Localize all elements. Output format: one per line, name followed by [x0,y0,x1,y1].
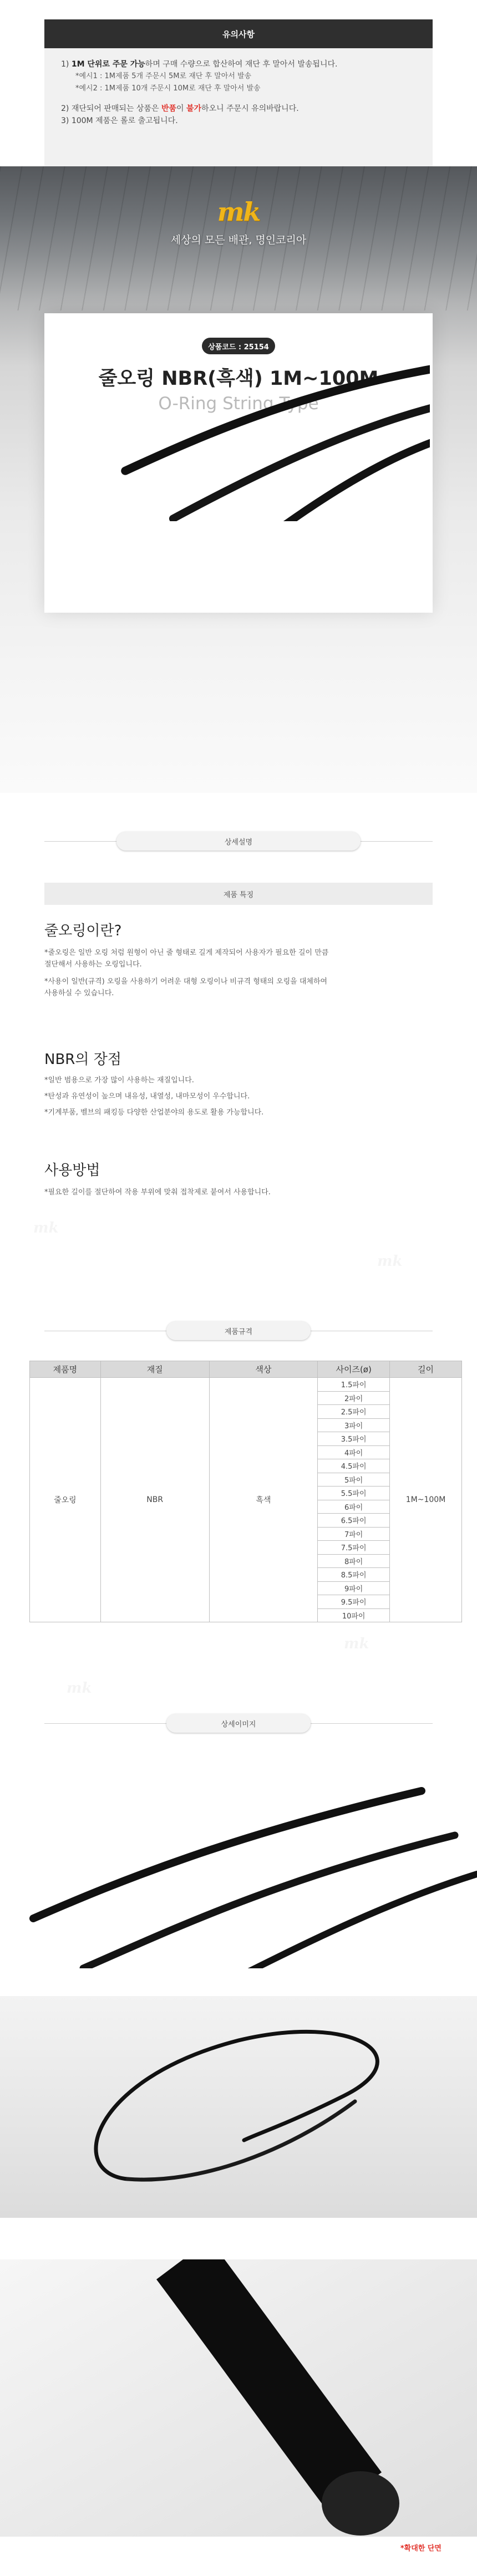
spec-size-cell: 3파이 [318,1418,390,1432]
spec-size-cell: 10파이 [318,1608,390,1622]
spec-size-cell: 5파이 [318,1473,390,1486]
feature-heading: 제품 특징 [44,883,433,905]
spec-size-cell: 9.5파이 [318,1595,390,1609]
section-heading-nbr: NBR의 장점 [44,1051,121,1068]
spec-length-cell: 1M~100M [390,1378,462,1622]
detail-photo-loop [0,1996,477,2218]
product-code-badge: 상품코드 : 25154 [202,338,275,354]
notice-box [44,19,433,166]
spec-name-cell: 줄오링 [30,1378,101,1622]
notice-body [44,48,433,127]
spec-size-cell: 1.5파이 [318,1378,390,1392]
spec-size-cell: 4.5파이 [318,1459,390,1473]
hero-banner [0,166,477,793]
tab-detail[interactable]: 상세설명 [116,832,361,851]
brand-tagline: 세상의 모든 배관, 명인코리아 [170,234,307,246]
spec-size-cell: 7파이 [318,1527,390,1541]
notice-example-1: *예시1 : 1M제품 5개 주문시 5M로 재단 후 말아서 발송 [75,72,252,80]
spec-material-cell: NBR [100,1378,209,1622]
spec-header-row [30,1361,462,1378]
product-title: 줄오링 NBR(흑색) 1M~100M [98,368,379,390]
spec-size-cell: 2파이 [318,1391,390,1405]
detail-photo-crosssection [0,2259,477,2537]
brand-logo: mk [217,197,260,227]
spec-size-cell: 6파이 [318,1500,390,1514]
desc-what: *줄오링은 일반 오링 처럼 원형이 아닌 줄 형태로 길게 제작되어 사용자가 필요한 길이 만큼 절단해서 사용하는 오링입니다. *사용이 일반(규격) 오링을 사용하기 어려운 대형 오링이나 비규격 형태의 오링을 대체하여 사용하실 수 있습니다. [44,949,329,997]
tab-images[interactable]: 상세이미지 [166,1714,311,1733]
spec-table [29,1361,462,1622]
desc-usage: *필요한 길이를 절단하여 작용 부위에 맞춰 접착제로 붙여서 사용합니다. [44,1188,271,1197]
section-heading-usage: 사용방법 [44,1162,100,1179]
zoom-caption: *확대한 단면 [400,2544,442,2553]
section-heading-what: 줄오링이란? [44,923,122,939]
spec-size-cell: 7.5파이 [318,1541,390,1555]
spec-size-cell: 3.5파이 [318,1432,390,1446]
spec-size-cell: 8파이 [318,1554,390,1568]
notice-example-2: *예시2 : 1M제품 10개 주문시 10M로 재단 후 말아서 발송 [75,84,261,93]
spec-size-cell: 2.5파이 [318,1405,390,1419]
spec-header: 재질 [100,1361,209,1378]
desc-nbr: *일반 범용으로 가장 많이 사용하는 재질입니다. *탄성과 유연성이 높으며 내유성, 내열성, 내마모성이 우수합니다. *기계부품, 벨브의 패킹등 다양한 산업분야의 용도로 활용 가능합니다. [44,1076,264,1117]
spec-size-cell: 6.5파이 [318,1514,390,1528]
spec-size-cell: 4파이 [318,1445,390,1459]
spec-header: 사이즈(ø) [318,1361,390,1378]
tab-spec[interactable]: 제품규격 [166,1321,311,1340]
product-subtitle: O-Ring String Type [158,394,319,414]
spec-size-cell: 9파이 [318,1581,390,1595]
spec-size-cell: 5.5파이 [318,1486,390,1500]
spec-header: 제품명 [30,1361,101,1378]
notice-line-2: 2) 재단되어 판매되는 상품은 반품이 불가하오니 주문시 유의바랍니다. [61,104,299,113]
spec-size-cell: 8.5파이 [318,1568,390,1582]
spec-header: 길이 [390,1361,462,1378]
spec-row [30,1378,462,1392]
oring-string-illustration [119,355,430,521]
notice-title: 유의사항 [44,19,433,48]
spec-color-cell: 흑색 [209,1378,318,1622]
spec-header: 색상 [209,1361,318,1378]
notice-line-3: 3) 100M 제품은 롤로 출고됩니다. [61,116,178,125]
detail-photo-strings [0,1752,477,1968]
notice-line-1: 1) 1M 단위로 주문 가능하며 구매 수량으로 합산하여 재단 후 말아서 발송됩니다. [61,60,338,69]
